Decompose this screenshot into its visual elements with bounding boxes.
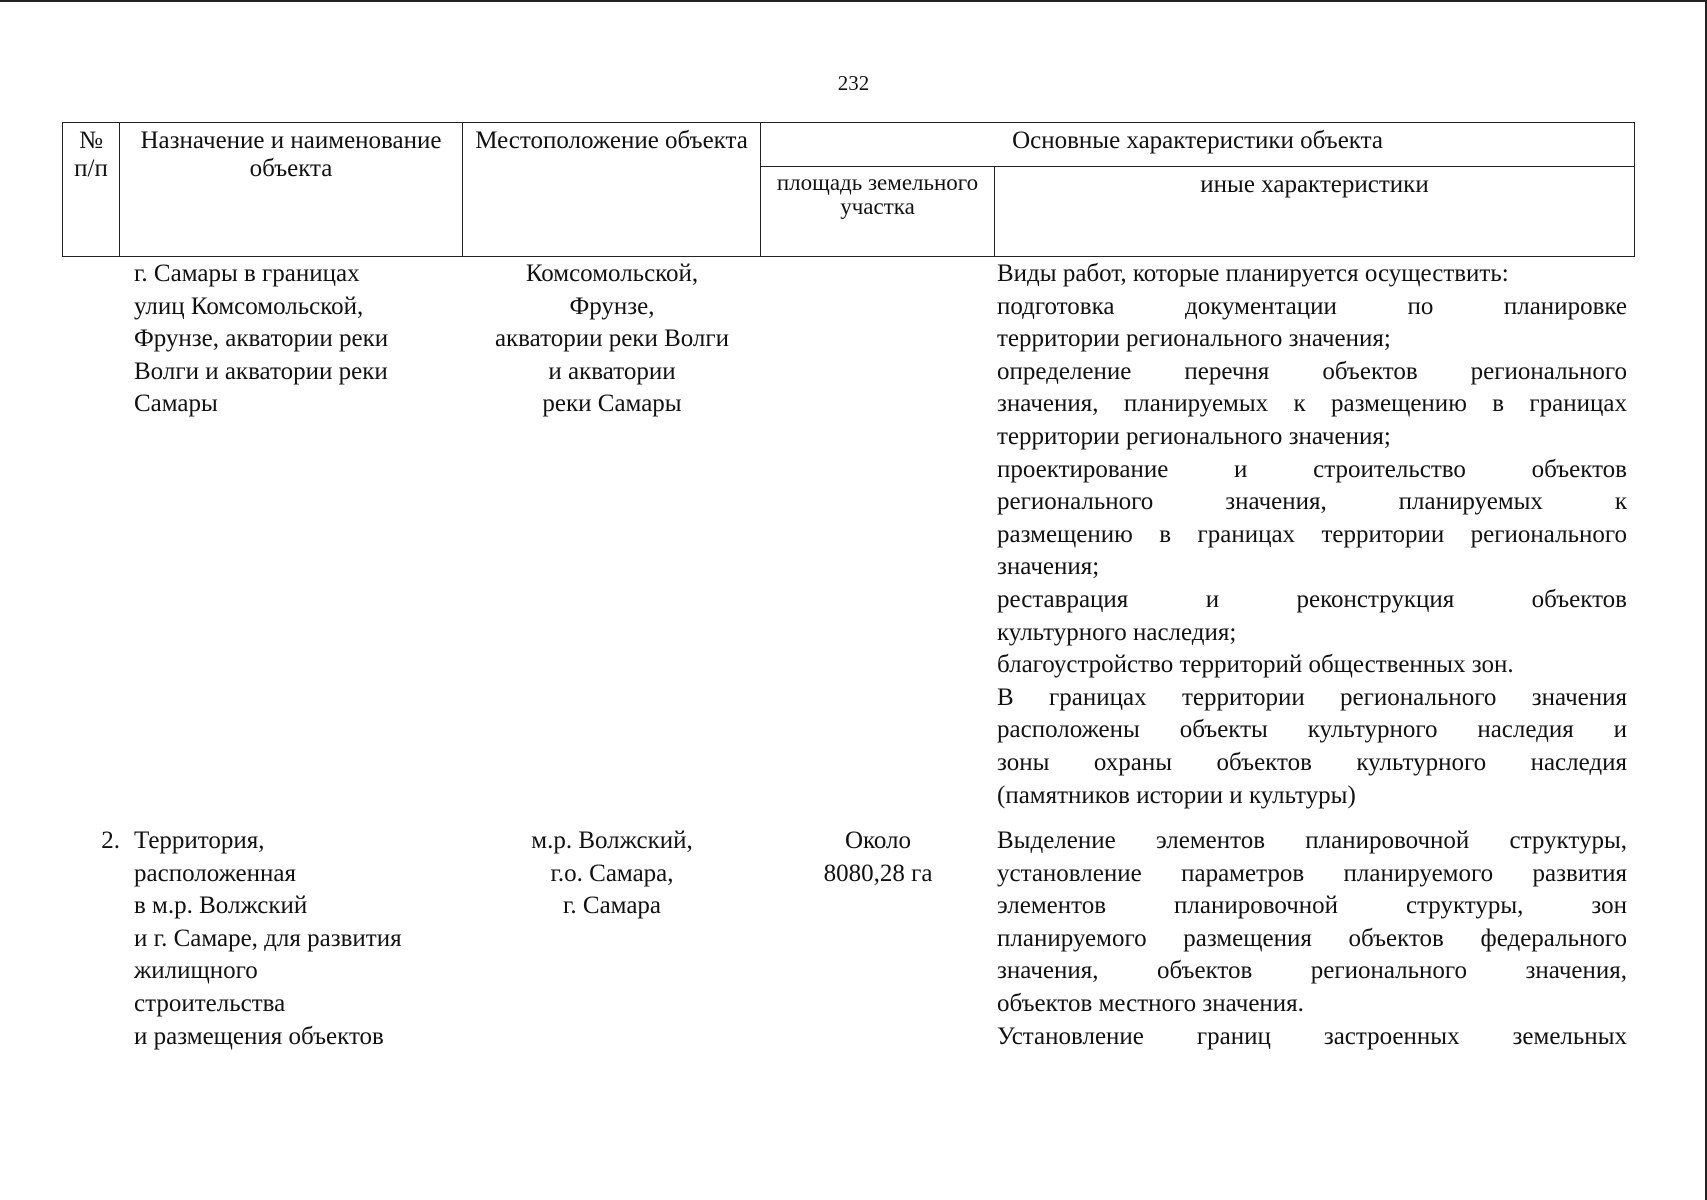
- row2-name-line: строительства: [134, 989, 286, 1017]
- other-text-line: размещению в границах территории регионального: [997, 520, 1627, 548]
- row2-location-line: г. Самара: [562, 892, 662, 920]
- other-text-line: (памятников истории и культуры): [997, 781, 1356, 809]
- other-text-line: подготовка документации по планировке: [997, 292, 1627, 320]
- row2-location-line: м.р. Волжский,: [531, 827, 693, 854]
- row1-name: [134, 258, 464, 421]
- other-text-line: благоустройство территорий общественных зон.: [997, 651, 1514, 679]
- other-text-line: объектов местного значения.: [997, 989, 1304, 1017]
- header-location: Местоположение объекта: [463, 123, 761, 257]
- other-text-line: проектирование и строительство объектов: [997, 455, 1627, 483]
- header-name: Назначение и наименование объекта: [120, 123, 463, 257]
- row1-location-line: акватории реки Волги: [494, 325, 730, 353]
- row1-name-line: Фрунзе, акватории реки: [134, 325, 389, 353]
- other-text-line: планируемого размещения объектов федерального: [997, 924, 1627, 952]
- row1-location-line: Фрунзе,: [569, 292, 655, 320]
- row2-name-line: расположенная: [134, 859, 296, 887]
- row2-area-line: Около: [844, 827, 912, 854]
- other-text-line: значения, объектов регионального значения,: [997, 957, 1627, 985]
- other-text-line: расположены объекты культурного наследия и: [997, 716, 1627, 744]
- row2-name: [134, 825, 464, 1053]
- other-text-line: значения;: [997, 553, 1100, 581]
- row1-name-line: г. Самары в границах: [134, 260, 360, 287]
- other-text-line: Виды работ, которые планируется осуществить:: [997, 260, 1509, 287]
- row2-name-line: Территория,: [134, 827, 265, 854]
- row2-location: [464, 825, 760, 923]
- other-text-line: территории регионального значения;: [997, 325, 1391, 353]
- row1-name-line: Волги и акватории реки: [134, 357, 388, 385]
- header-num: № п/п: [63, 123, 120, 257]
- other-text-line: Установление границ застроенных земельных: [997, 1022, 1627, 1050]
- row2-location-line: г.о. Самара,: [550, 859, 674, 887]
- row1-location-line: Комсомольской,: [525, 260, 699, 287]
- page-number: 232: [837, 71, 870, 95]
- row1-location-line: реки Самары: [542, 390, 682, 418]
- other-text-line: элементов планировочной структуры, зон: [997, 892, 1627, 920]
- page-top-border: [0, 0, 1707, 2]
- other-text-line: зоны охраны объектов культурного наследия: [997, 748, 1627, 776]
- row2-area: [762, 825, 994, 890]
- header-characteristics: Основные характеристики объекта: [761, 123, 1635, 167]
- row2-other-characteristics: [997, 825, 1627, 1053]
- row1-other-characteristics: [997, 258, 1627, 812]
- other-text-line: регионального значения, планируемых к: [997, 488, 1627, 516]
- row2-area-line: 8080,28 га: [823, 859, 933, 887]
- row1-location: [464, 258, 760, 421]
- row1-name-line: улиц Комсомольской,: [134, 292, 364, 320]
- other-text-line: реставрация и реконструкция объектов: [997, 585, 1627, 613]
- row2-name-line: и г. Самаре, для развития: [134, 924, 402, 952]
- row2-name-line: в м.р. Волжский: [134, 892, 308, 920]
- row1-name-line: Самары: [134, 390, 218, 418]
- other-text-line: территории регионального значения;: [997, 422, 1391, 450]
- other-text-line: Выделение элементов планировочной структуры,: [997, 827, 1627, 854]
- header-other: иные характеристики: [995, 167, 1635, 257]
- row2-name-line: жилищного: [134, 957, 258, 985]
- header-area: площадь земельного участка: [761, 167, 995, 257]
- row2-name-line: и размещения объектов: [134, 1022, 384, 1050]
- row2-num: 2.: [101, 827, 120, 854]
- other-text-line: В границах территории регионального значения: [997, 683, 1627, 711]
- other-text-line: значения, планируемых к размещению в границах: [997, 390, 1627, 418]
- row1-location-line: и акватории: [548, 357, 676, 385]
- table-header: [62, 122, 1635, 257]
- other-text-line: культурного наследия;: [997, 618, 1237, 646]
- other-text-line: установление параметров планируемого развития: [997, 859, 1627, 887]
- other-text-line: определение перечня объектов регионального: [997, 357, 1627, 385]
